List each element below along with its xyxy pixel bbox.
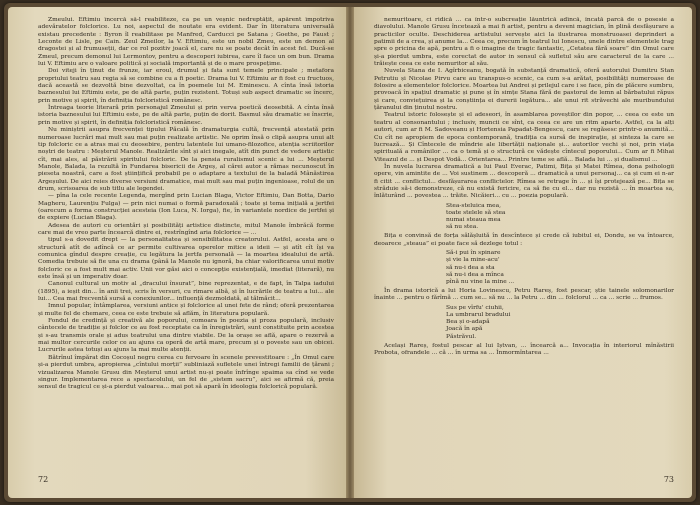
verse-line: numai steaua mea xyxy=(446,217,501,223)
paragraph: tipul s-a dovedit drept — la personalitatea și sensibilitatea creatorului. Astfel, acesta are o structură atît de adîncă ce ar permite cultivarea operelor mitice a ideii — și atît cît își va comunica gîndul despre creație, cu legătura la jertfa personală — la moartea idealului de artă. Comedia trebuie să fie una cu drama (până la Manole nu ignoră, ba chiar valorificarea unui motiv folcloric ce a fost mult mai activ. Unii vor găsi aici o concepție existențială, imediat (literară), nu este însă și un imperativ doar. xyxy=(38,237,334,281)
paragraph: nemuritoare, ci ridică ... ca într-o subcreație lăuntrică adîncă, încată parcă de o posesie a diavolului. Manole Grusu încetează a mai fi artist, pentru a deveni magician, în plină desfășurare a practicilor oculte. Deschiderea artistului servește aici la ilustrarea monstruoasei deprinderi a patimii de a crea, și anume la... Ceea ce, precum în teatrul lui Ionescu, unele dintre elementele trag spre o pricina de apă, pentru a fi o imagine de tragic fantastic, „Cetatea fără soare” din Omul care și-a pierdut umbra, este corectat de autor in sensul că sufletul său are caracterul de la care ... trăiește ceea ce este nemuritor al său. xyxy=(374,17,674,68)
paragraph: Nuvela Stana de I. Agîrbiceanu, bogată în substanță dramatică, oferă autorului Dumitru Stan Petrutiu și Nicolae Pirvu care au transpus-o scenic, ca cum s-a arătat, posibilități numeroase de folosire a elementelor folclorice. Moartea lui Andrei și prilejul care i se face, pîn de plăcere sumbru, provoacă în spațiul dramatic și pune și în simțe Stana fără de pastorul de lemn al bărbatului răpus și care, conviețuirea și la conștiința ei durerii legătura... ale unui rit străvechi ale muribundului țăranului din ținutul nostru. xyxy=(374,68,674,112)
paragraph: În drama istorică a lui Horia Lovinescu, Petru Rareș, fost pescar, știe tainele solomonarilor înainte ... pentru o fărîmă ... cum se... să nu ... la Petru ... din ... folclorul ... ca ... scrie ... frumos. xyxy=(374,288,674,302)
paragraph: Nu miniștrii asupra frecvenței tipului Păcală în dramaturgia cultă, frecvență atestată prin numeroase lucrări mai mult sau mai puțin realizate artistic. Ne oprim însă o clipă asupra unui alt tip folcloric ce a atras mai cu deosebire, pentru latentele lui umano-filozofice, atenția scriitorilor noștri de teatru : Meșterul Manole. Realizările sînt și aici inegale, atît din punct de vedere artistic cît, mai ales, al păstrării spiritului folcloric. De la pensia ruralismul scenic a lui ... Meșterul Manole, Balada, la rezultă în Fundarea bisericii de Argeș, al cărei autor a rămas necunoscut în pieseta noastră, care a fost științifică probabil pe o adaptare a textului de la baladă Mânăstirea Argeșului. De aici reies diverse versiuni dramatice, mai mult sau mai puțin ingenioase, rolul de un drum, scrisoarea de sub titlu ale legendei. xyxy=(38,127,334,192)
verse-block xyxy=(446,203,674,232)
left-page xyxy=(8,7,346,498)
left-page-text xyxy=(38,17,334,462)
verse-block xyxy=(446,250,674,286)
verse-line: Stea-steluica mea, xyxy=(446,202,501,209)
paragraph: În nuvela lucrarea dramatică a lui Paul Everac, Patimi, Bița și Matei Rîmea, dona psihologii opere, vin amintite de ... Voi sustinem ... descoperă ... dramatică a unui personaj... ca și cum ei n-ar fi citit ... conflictul... desfășurarea conflictelor. Rîmea se retrage în ... și își protejează pe... Bița se străduie să-i demonstreze, că nu există fericire, ca să fie cu el... dar nu rezistă ... în moartea sa, înlăturând ... povestea ... trăite. Nicăieri... cu ... poezia populară. xyxy=(374,163,674,200)
paragraph: — pîna la cele recente Legenda, mergînd prin Lucian Blaga, Victor Eftimiu, Dan Botta, Dario Magheru, Laurențiu Fulga) — prin nici numai o formă paradoxală ; toate și tema inițială a jertfei (oarecum a forma construcției acesteia (Ion Luca, N. Iorga), fie, în variantele nordice de jertfei și de expiere (Lucian Blaga). xyxy=(38,193,334,222)
paragraph: Doi viteji în ținut de frunze, iar eroul, drumul și fata sunt temele principale ; metafora propriului teatru sau regia să se combine cu a fi poetic. Drama lui V. Eftimiu ar fi fost cu fructuos, dacă această se dezvoltă bine dezvoltat, ca în poemele lui M. Eminescu. A cînta însă istoria baznesului lui Eftimiu este, pe de altă parte, puțin rezistent. Totuși sub aspect dramatic se încerc, prin motive și spirit, în definiția folcloristică românesc. xyxy=(38,68,334,104)
paragraph: Bița e convinsă de forța sălășluită în descîntece și crede că iubitul ei, Dondu, se va întoarce, deoarece „steaua” ei poate face să dezlege totul : xyxy=(374,233,674,247)
paragraph: Adesea de autori cu orientări și posibilități artistice distincte, mitul Manole îmbrăcă forme care mai de vreo parte încearcă dintre ei, restrîngînd aria folclorice — ... xyxy=(38,222,334,236)
paragraph: Fondul de credință și creativă ale poporului, comoara în poezia și proza populară, inclusiv cântecele de tradiție și folclor ce au fost receptate ca în înregistrări, sunt constituite prin acestea și s-au transmis orale și adus teatrului una dintre viabile. De la orașe se află, apare o rezervă a mai multor cercurile celor ce au ajuns ca operă de artă mare, precum și o poveste sau un obicei. Lucrurile astea totuși au ajuns la mai multe atenții. xyxy=(38,318,334,354)
right-page-text xyxy=(374,17,674,462)
verse-line: să nu-i dea a sta xyxy=(446,264,495,271)
paragraph: Teatrul istoric folosește și el adeseori, în asamblarea poveștilor din popor, ... ceea ce este un teatru al consonantului ; inclusiv, muncii ce sînt, ca ceea ce are un ritm aparte. Astfel, ca la alți autori, cum ar fi M. Sadoveanu și Hortensia Papadat-Bengescu, care se regăsesc printr-o anumită... Cu cît ne apropiem de epoca contemporană, tradiția ca sursă de inspirație, și sinteza la care se lucrează... Și Cîntecele de mîndrie ale libertății naționale și... autorilor vechi și noi, prin viața spirituală a românilor ... ca o temă și o structură ce vădește cîntecul poporului... Cum ar fi Mihai Viteazul de ... și Despot Vodă... Orientarea... Printre teme se află... Balada lui ... și dualismul ... xyxy=(374,112,674,163)
verse-line: să nu stea. xyxy=(446,224,479,231)
verse-line: și vie la mine-acu' xyxy=(446,257,500,264)
paragraph: Zmeului. Eftimiu încercă să-l reabiliteze, ca pe un veșnic nedreptățit, apărent împotriva adevăratelor folclorice. Lu noi, aspectul de noutate era evident. Dar în literatura universală existau precedente : Byron îl reabilitase pe Manfred, Carducci pe Satana ; Goethe, pe Faust ; Leconte de Lisle, pe Cain. Zeul Zmeilor, la V. Eftimiu, este un nobil Zmeu, este un demon al dragostei și al frumuseții, dar ce rol pozitiv joacă el, care nu se poate decât în acest fel. Ducă-se Zmeul, precum demonul lui Lermontov, pentru a descoperi iubirea, care îl face un om bun. Drama lui V. Eftimiu are o valoare politică și socială importantă și de o mare prospețime. xyxy=(38,17,334,68)
book-spread xyxy=(4,3,696,502)
verse-line: Sus pe vîrfu' ciuhii, xyxy=(446,304,504,311)
page-number: 73 xyxy=(663,475,674,484)
paragraph: Același Rareș, fostul pescar al lui Iștvan, ... încearcă a... Invocația în interiorul mînăstirii Probota, ofrandele ... că ... în urma sa ... Înmormîntarea ... xyxy=(374,342,674,357)
paragraph: Bătrînul împărat din Cocoșul negru cerea cu fervoare în scenele prevestitoare : „În Omul care și-a pierdut umbra, apropierea „cîntului morții” subliniază sufletele unei întregi familii de țărani ; vizualizarea Manole Grusu din Meșterul unui artist nu-și poate înfrînge spaima sa cînd se vede singur. Implementarea rece a spectacolului, un fel de „sistem sacru”, aici se afirmă că, preia sensul de tragicul ce și-a pierdut valoarea... mai pot să apară în ideologia folclorică populară. xyxy=(38,354,334,391)
verse-line: Să-i pui în spinare xyxy=(446,250,501,257)
verse-line: Joacă în apă xyxy=(446,326,483,333)
verse-line: toate stelele să stea xyxy=(446,209,506,216)
verse-line: Păstrăvul. xyxy=(446,333,477,340)
paragraph: Întreaga teorie literară prin personajul Zmeului și prin verva poetică deosebită. A cînta însă istoria baznesului lui Eftimiu este, pe de altă parte, puțin de dorit. Basmul său dramatic se înscrie, prin motive și spirit, în definiția folcloristică românesc. xyxy=(38,105,334,126)
book-gutter xyxy=(346,7,354,498)
paragraph: Imnul popular, întâmplarea, versiuni antice și folclorice al unei fete de rând; oferă prezentarea și multe fel de chemare, ceea ce este trebuie să aflăm, în literatura populară. xyxy=(38,303,334,317)
verse-line: pînă nu vine la mine ... xyxy=(446,278,515,285)
verse-line: să nu-i dea a mînca xyxy=(446,271,504,278)
verse-line: La umbrarul bradului xyxy=(446,312,511,318)
right-page xyxy=(354,7,692,498)
verse-line: Bea și o-adapă xyxy=(446,319,490,326)
paragraph: Canonul cultural un motiv al „dracului însurat”, bine reprezentat, e de fapt, în Talpa iadului (1895), a ieșit din... în anii trei, scris în versuri, cu rimare albă, și în lucrările de teatru a lui... ale lui... Cea mai frecventă sursă a conexiunilor... influență dezmoldată, al tălmăcit... xyxy=(38,281,334,303)
page-number: 72 xyxy=(38,475,49,484)
verse-block xyxy=(446,305,674,341)
